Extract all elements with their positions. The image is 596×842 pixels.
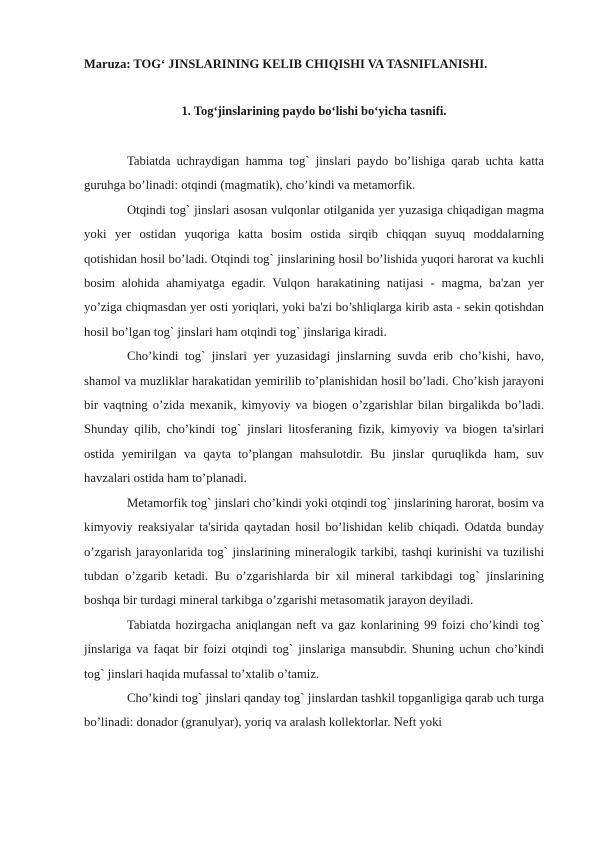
paragraph-classification-intro: Tabiatda uchraydigan hamma tog` jinslari paydo bo’lishiga qarab uchta katta guruhga bo’linadi: otqindi (magmatik), cho’kindi va metamorfik. [84,154,544,193]
paragraph-metamorphic-rocks: Metamorfik tog` jinslari cho’kindi yoki otqindi tog` jinslarining harorat, bosim va kimyoviy reaksiyalar ta'sirida qaytadan hosil bo’lishidan kelib chiqadi. Odatda bunday o’zgarish jarayonlarida tog` jinslarining mineralogik tarkibi, tashqi kurinishi va tuzilishi tubdan o’zgarib ketadi. Bu o’zgarishlarda bir xil mineral tarkibdagi tog` jinslarining boshqa bir turdagi mineral tarkibga o’zgarishi metasomatik jarayon deyiladi. [84,495,544,608]
paragraph-reservoir-types: Cho’kindi tog` jinslari qanday tog` jinslardan tashkil topganligiga qarab uch turga bo’linadi: donador (granulyar), yoriq va aralash kollektorlar. Neft yoki [84,690,544,730]
paragraph-sedimentary-rocks: Cho’kindi tog` jinslari yer yuzasidagi jinslarning suvda erib cho’kishi, havo, shamol va muzliklar harakatidan yemirilib to’planishidan hosil bo’ladi. Cho’kish jarayoni bir vaqtning o’zida mexanik, kimyoviy va biogen o’zgarishlar bilan birgalikda bo’ladi. Shunday qilib, cho’kindi tog` jinslari litosferaning fizik, kimyoviy va biogen ta'sirlari ostida yemirilgan va qayta to’plangan mahsulotdir. Bu jinslar quruqlikda ham, suv havzalari ostida ham to’planadi. [84,349,544,486]
paragraph-oil-gas-deposits: Tabiatda hozirgacha aniqlangan neft va gaz konlarining 99 foizi cho’kindi tog` jinslariga va faqat bir foizi otqindi tog` jinslariga mansubdir. Shuning uchun cho’kindi tog` jinslari haqida mufassal to’xtalib o’tamiz. [84,617,544,681]
section-heading: 1. Tog‘jinslarining paydo bo‘lishi bo‘yicha tasnifi. [181,104,447,118]
paragraph-igneous-rocks: Otqindi tog` jinslari asosan vulqonlar otilganida yer yuzasiga chiqadigan magma yoki yer ostidan yuqoriga katta bosim ostida sirqib chiqqan suyuq moddalarning qotishidan hosil bo’ladi. Otqindi tog` jinslarining hosil bo’lishida yuqori harorat va kuchli bosim alohida ahamiyatga egadir. Vulqon harakatining natijasi - magma, ba'zan yer yo’ziga chiqmasdan yer osti yoriqlari, yoki ba'zi bo’shliqlarga kirib asta - sekin qotishdan hosil bo’lgan tog` jinslari ham otqindi tog` jinslariga kiradi. [84,202,544,339]
body-text [84,149,544,735]
document-title: Maruza: TOG‘ JINSLARINING KELIB CHIQISHI VA TASNIFLANISHI. [84,57,488,71]
